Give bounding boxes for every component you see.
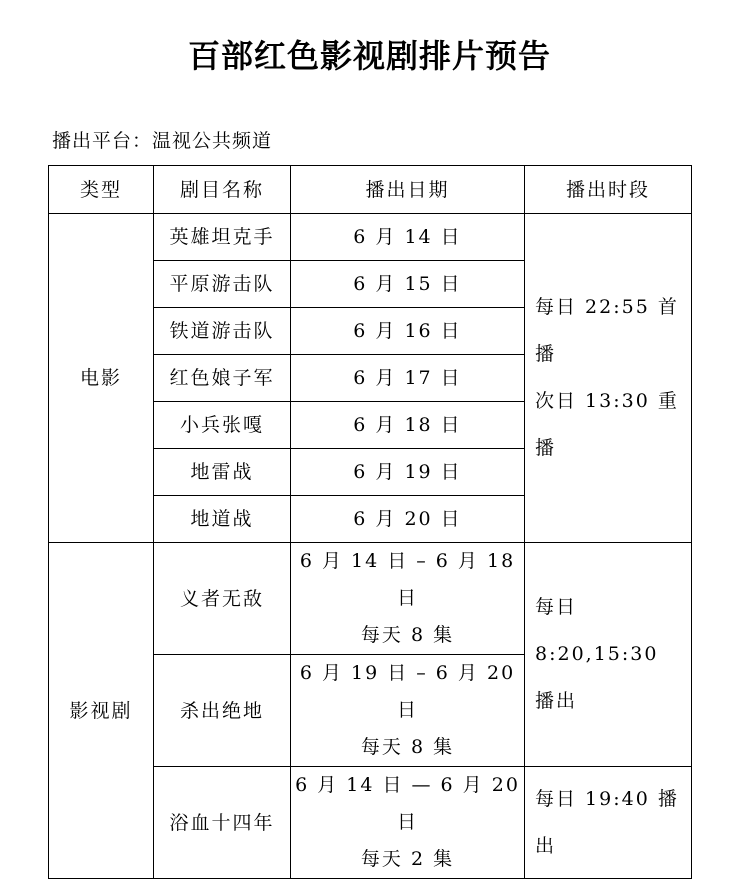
page-title: 百部红色影视剧排片预告 [187,37,551,75]
program-name: 小兵张嘎 [154,402,291,449]
header-slot: 播出时段 [525,166,692,214]
episodes-per-day: 每天 2 集 [360,848,455,870]
program-name: 地道战 [154,496,291,543]
air-date: 6 月 15 日 [291,261,525,308]
table-row [49,214,692,261]
drama-slot-suffix: 播出 [535,690,578,712]
air-date [291,655,525,767]
drama-time-slot-single: 每日 19:40 播出 [525,767,692,879]
episodes-per-day: 每天 8 集 [360,624,455,646]
header-name: 剧目名称 [154,166,291,214]
broadcast-platform: 播出平台：温视公共频道 [52,130,273,152]
air-date: 6 月 20 日 [291,496,525,543]
program-name: 浴血十四年 [154,767,291,879]
movie-slot-premiere: 每日 22:55 首播 [535,296,679,365]
air-date: 6 月 14 日 [291,214,525,261]
air-date: 6 月 19 日 [291,449,525,496]
program-name: 杀出绝地 [154,655,291,767]
table-row [49,543,692,655]
header-type: 类型 [49,166,154,214]
program-name: 义者无敌 [154,543,291,655]
air-date [291,543,525,655]
schedule-table [48,165,692,879]
program-name: 地雷战 [154,449,291,496]
air-date [291,767,525,879]
header-date: 播出日期 [291,166,525,214]
table-header-row [49,166,692,214]
air-date: 6 月 17 日 [291,355,525,402]
program-name: 平原游击队 [154,261,291,308]
movie-time-slot [525,214,692,543]
program-name: 英雄坦克手 [154,214,291,261]
episodes-per-day: 每天 8 集 [360,736,455,758]
category-drama: 影视剧 [49,543,154,879]
air-date: 6 月 18 日 [291,402,525,449]
drama-time-slot [525,543,692,767]
date-range: 6 月 14 日 – 6 月 18 日 [299,550,516,609]
air-date: 6 月 16 日 [291,308,525,355]
program-name: 红色娘子军 [154,355,291,402]
category-movie: 电影 [49,214,154,543]
drama-slot-times: 每日 8:20,15:30 [535,596,659,665]
date-range: 6 月 14 日 — 6 月 20 日 [295,774,520,833]
date-range: 6 月 19 日 – 6 月 20 日 [299,662,516,721]
program-name: 铁道游击队 [154,308,291,355]
movie-slot-rerun: 次日 13:30 重播 [535,390,679,459]
